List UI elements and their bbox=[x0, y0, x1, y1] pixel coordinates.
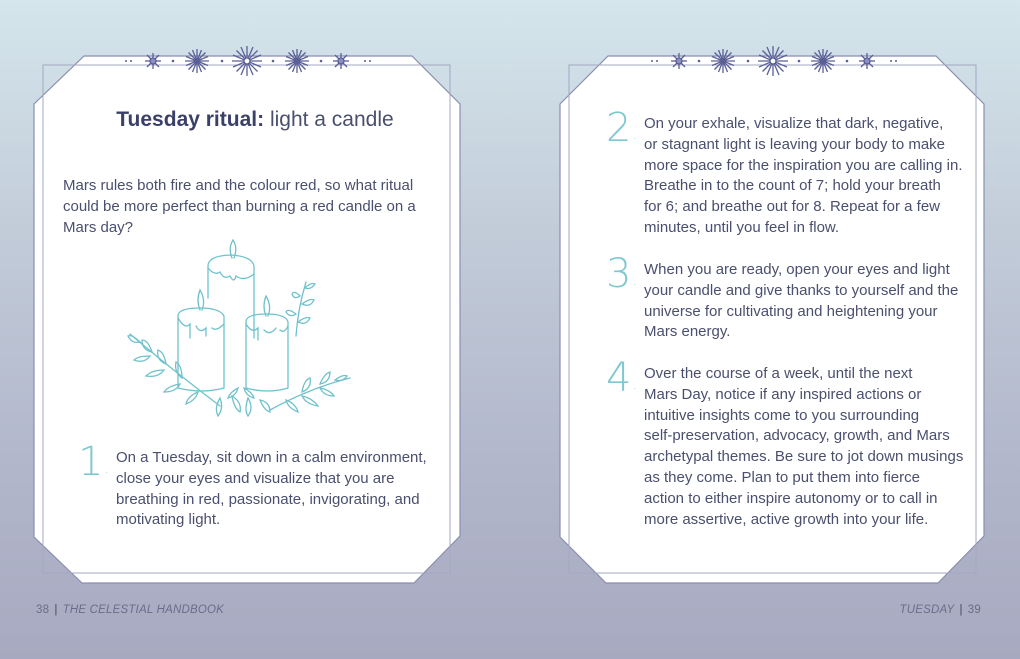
snowflake-ornament bbox=[118, 44, 378, 78]
page-footer bbox=[900, 604, 982, 616]
step-line: close your eyes and visualize that you are bbox=[116, 469, 395, 487]
step-line: Breathe in to the count of 7; hold your breath bbox=[644, 177, 941, 195]
intro-paragraph: Mars rules both fire and the colour red, so what ritual could be more perfect than burning a red candle on a Mars day? bbox=[63, 177, 416, 236]
step-line: On a Tuesday, sit down in a calm environment, bbox=[116, 449, 427, 466]
title-bold: Tuesday ritual: bbox=[116, 108, 265, 131]
step-line: or stagnant light is leaving your body to make bbox=[644, 135, 946, 153]
title-light: light a candle bbox=[269, 108, 394, 131]
page-number: 38 bbox=[36, 604, 50, 616]
page-footer bbox=[36, 604, 224, 616]
step-line: minutes, until you feel in flow. bbox=[644, 218, 840, 236]
step-line: your candle and give thanks to yourself and the bbox=[644, 281, 959, 299]
step-1 bbox=[78, 439, 438, 538]
step-line: archetypal themes. Be sure to jot down musings bbox=[644, 448, 964, 466]
step-line: universe for cultivating and heightening your bbox=[644, 302, 938, 320]
step-text bbox=[644, 260, 958, 343]
step-text bbox=[116, 448, 427, 531]
candles-illustration-icon bbox=[120, 238, 360, 428]
step-line: Over the course of a week, until the next bbox=[644, 365, 913, 382]
step-line: more assertive, active growth into your life. bbox=[644, 510, 929, 528]
step-line: When you are ready, open your eyes and light bbox=[644, 261, 950, 278]
page-number: 39 bbox=[967, 604, 981, 616]
step-2 bbox=[606, 105, 986, 244]
page-title bbox=[0, 108, 510, 132]
step-text bbox=[644, 114, 963, 239]
step-line: as they come. Plan to put them into fierce bbox=[644, 468, 920, 486]
step-line: motivating light. bbox=[116, 511, 221, 529]
section-title: TUESDAY bbox=[899, 604, 955, 616]
step-line: breathing in red, passionate, invigorating, and bbox=[116, 490, 420, 508]
step-line: self-preservation, advocacy, growth, and Mars bbox=[644, 427, 950, 445]
step-4 bbox=[606, 355, 986, 534]
step-number: 1. bbox=[78, 439, 109, 485]
step-3 bbox=[606, 251, 986, 350]
step-line: for 6; and breathe out for 8. Repeat for a few bbox=[644, 198, 941, 216]
right-page bbox=[510, 0, 1020, 659]
step-text bbox=[644, 364, 963, 530]
step-line: more space for the inspiration you are calling in. bbox=[644, 156, 963, 174]
step-line: intuitive insights come to you surrounding bbox=[644, 406, 920, 424]
step-line: Mars energy. bbox=[644, 323, 731, 341]
footer-separator: | bbox=[54, 604, 58, 616]
step-line: action to either inspire autonomy or to call in bbox=[644, 489, 938, 507]
footer-separator: | bbox=[959, 604, 963, 616]
step-number: 3. bbox=[606, 251, 637, 297]
step-line: Mars Day, notice if any inspired actions or bbox=[644, 385, 922, 403]
step-number: 2. bbox=[606, 105, 637, 151]
book-title: THE CELESTIAL HANDBOOK bbox=[62, 604, 225, 616]
step-line: On your exhale, visualize that dark, negative, bbox=[644, 115, 944, 132]
step-number: 4. bbox=[606, 355, 637, 401]
snowflake-ornament bbox=[644, 44, 904, 78]
